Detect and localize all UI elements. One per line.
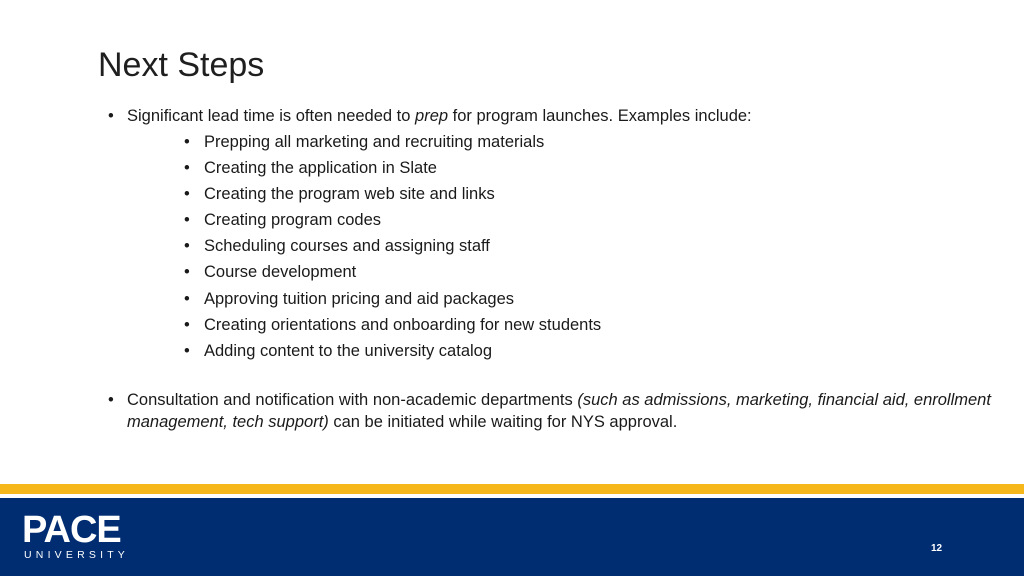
bullet-text-before: Consultation and notification with non-academic departments — [127, 391, 578, 409]
list-item — [184, 338, 968, 364]
bullet-text-italic: (such as admissions, marketing, financial aid, enrollment management, tech support) — [127, 391, 991, 431]
list-item-text: Scheduling courses and assigning staff — [204, 237, 490, 256]
bullet-text-after: can be initiated while waiting for NYS approval. — [328, 412, 678, 431]
list-item-text: Course development — [204, 263, 357, 282]
list-item — [184, 207, 968, 233]
footer-bar — [0, 498, 1024, 576]
bullet-dot: • — [108, 107, 114, 125]
pace-university-logo — [22, 509, 130, 561]
bullet-dot: • — [184, 289, 190, 308]
bullet-dot: • — [184, 237, 190, 256]
bullet-text-italic: prep — [415, 107, 449, 125]
list-item — [184, 233, 968, 259]
list-item-text: Creating program codes — [204, 211, 382, 230]
bullet-dot: • — [184, 133, 190, 151]
logo-wordmark: PACE — [22, 509, 121, 551]
list-item — [184, 312, 968, 338]
list-item-text: Prepping all marketing and recruiting materials — [204, 133, 545, 151]
bullet-dot: • — [184, 263, 190, 282]
list-item-text: Approving tuition pricing and aid packages — [204, 289, 515, 308]
list-item — [184, 181, 968, 207]
page-number: 12 — [931, 543, 943, 554]
bullet-dot: • — [184, 159, 190, 178]
list-item — [184, 129, 968, 155]
examples-list — [184, 129, 968, 364]
bullet-dot: • — [184, 341, 190, 360]
bullet-dot: • — [184, 185, 190, 204]
bullet-dot: • — [108, 391, 114, 409]
list-item-text: Creating the application in Slate — [204, 159, 437, 178]
logo-subtitle: UNIVERSITY — [24, 549, 130, 561]
bullet-dot: • — [184, 211, 190, 230]
list-item — [184, 155, 968, 181]
list-item-text: Creating orientations and onboarding for new students — [204, 315, 602, 334]
bullet-text-after: for program launches. Examples include: — [448, 107, 752, 125]
content-area — [108, 103, 968, 364]
slide-title: Next Steps — [98, 46, 265, 84]
bullet-text-before: Significant lead time is often needed to — [127, 107, 416, 125]
list-item-text: Adding content to the university catalog — [204, 341, 493, 360]
list-item — [184, 286, 968, 312]
gold-divider-bar — [0, 484, 1024, 494]
bullet-lead-time — [108, 103, 968, 129]
bullet-dot: • — [184, 315, 190, 334]
list-item-text: Creating the program web site and links — [204, 185, 495, 204]
bullet-consultation — [108, 390, 1007, 433]
list-item — [184, 259, 968, 285]
